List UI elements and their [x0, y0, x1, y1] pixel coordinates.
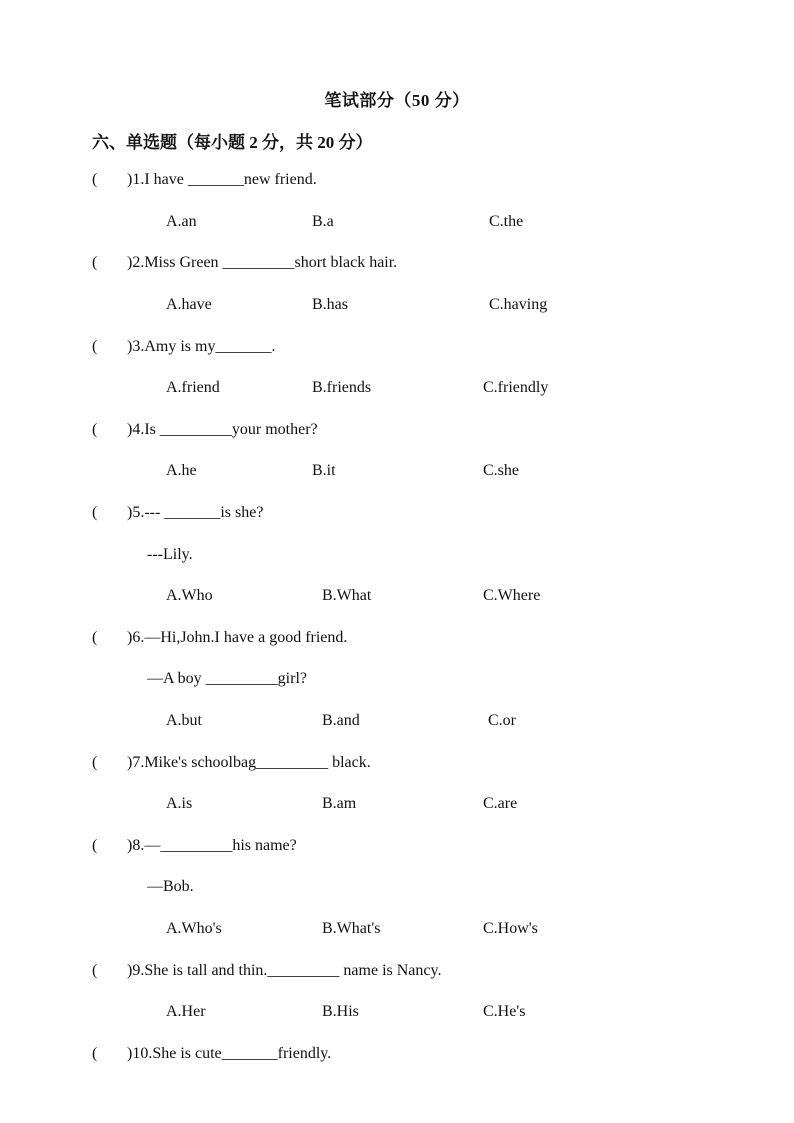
question-stem: )6.—Hi,John.I have a good friend.: [127, 629, 348, 646]
section-heading: 六、单选题（每小题 2 分，共 20 分）: [92, 133, 373, 152]
option-a: A.friend: [166, 379, 220, 396]
option-b: B.it: [312, 462, 336, 479]
option-b: B.has: [312, 296, 348, 313]
question-stem: )8.—_________his name?: [127, 837, 297, 854]
option-c: C.the: [489, 213, 524, 230]
question-stem: )5.--- _______is she?: [127, 504, 264, 521]
option-c: C.How's: [483, 920, 538, 937]
answer-paren: (: [92, 837, 98, 854]
question-stem: )10.She is cute_______friendly.: [127, 1045, 332, 1062]
answer-paren: (: [92, 504, 98, 521]
dialogue-reply: ---Lily.: [147, 546, 193, 563]
option-c: C.friendly: [483, 379, 549, 396]
answer-paren: (: [92, 962, 98, 979]
option-a: A.Who's: [166, 920, 222, 937]
option-a: A.have: [166, 296, 212, 313]
option-a: A.Her: [166, 1003, 206, 1020]
answer-paren: (: [92, 171, 98, 188]
answer-paren: (: [92, 421, 98, 438]
answer-paren: (: [92, 629, 98, 646]
option-c: C.having: [489, 296, 548, 313]
option-c: C.she: [483, 462, 519, 479]
option-a: A.is: [166, 795, 193, 812]
option-a: A.Who: [166, 587, 213, 604]
answer-paren: (: [92, 338, 98, 355]
option-b: B.friends: [312, 379, 372, 396]
option-c: C.are: [483, 795, 518, 812]
option-b: B.a: [312, 213, 334, 230]
answer-paren: (: [92, 754, 98, 771]
option-a: A.but: [166, 712, 202, 729]
dialogue-reply: —Bob.: [147, 878, 194, 895]
question-stem: )4.Is _________your mother?: [127, 421, 318, 438]
answer-paren: (: [92, 254, 98, 271]
question-stem: )2.Miss Green _________short black hair.: [127, 254, 398, 271]
option-b: B.am: [322, 795, 357, 812]
option-b: B.What: [322, 587, 372, 604]
option-c: C.Where: [483, 587, 541, 604]
option-b: B.His: [322, 1003, 359, 1020]
question-stem: )3.Amy is my_______.: [127, 338, 276, 355]
option-a: A.he: [166, 462, 197, 479]
page-title: 笔试部分（50 分）: [324, 91, 470, 110]
answer-paren: (: [92, 1045, 98, 1062]
option-c: C.He's: [483, 1003, 526, 1020]
question-stem: )9.She is tall and thin._________ name is Nancy.: [127, 962, 442, 979]
option-a: A.an: [166, 213, 197, 230]
question-stem: )7.Mike's schoolbag_________ black.: [127, 754, 371, 771]
dialogue-reply: —A boy _________girl?: [147, 670, 307, 687]
option-b: B.What's: [322, 920, 381, 937]
question-stem: )1.I have _______new friend.: [127, 171, 317, 188]
option-b: B.and: [322, 712, 360, 729]
option-c: C.or: [488, 712, 516, 729]
